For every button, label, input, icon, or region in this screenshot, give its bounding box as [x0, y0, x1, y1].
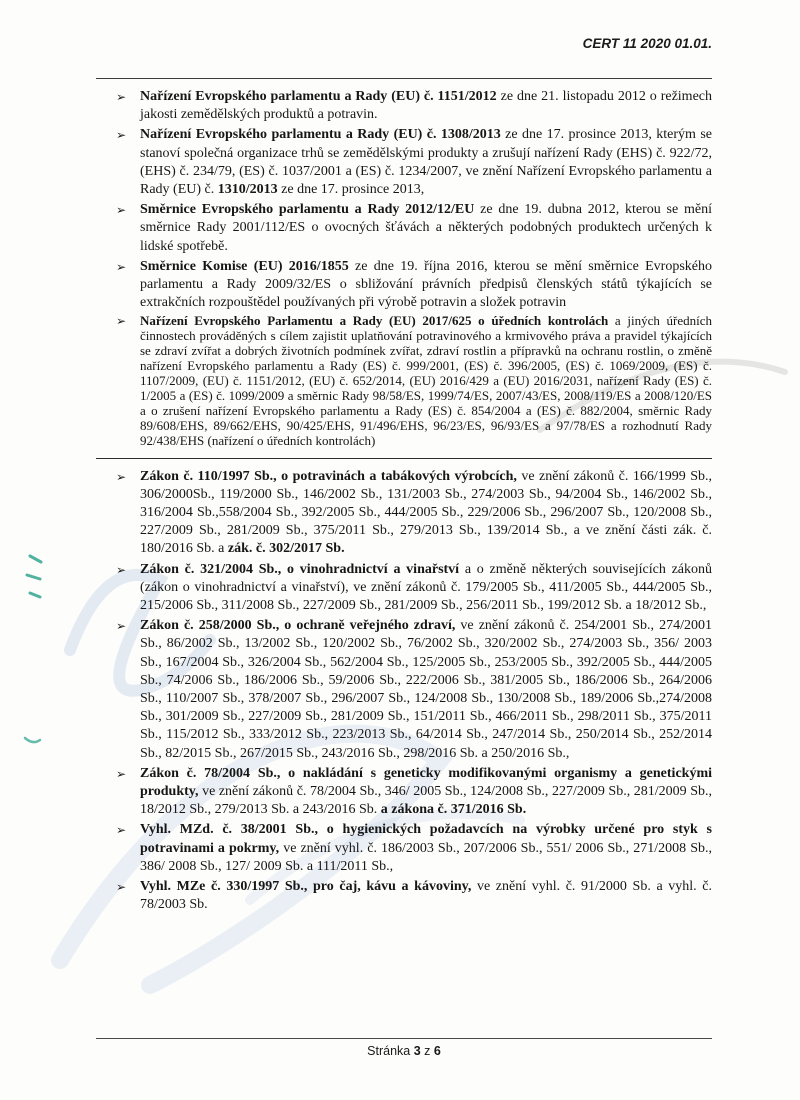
list-item	[100, 561, 712, 616]
header-cert-label: CERT 11 2020 01.01.	[582, 36, 712, 51]
header-divider	[96, 78, 712, 79]
item-text: Nařízení Evropského parlamentu a Rady (EU) č. 1151/2012 ze dne 21. listopadu 2012 o režimech jakosti zemědělských produktů a potravin.	[140, 89, 712, 123]
list-item	[100, 821, 712, 876]
arrow-bullet-icon: ➢	[116, 259, 127, 274]
arrow-bullet-icon: ➢	[116, 203, 127, 218]
item-text: Zákon č. 258/2000 Sb., o ochraně veřejného zdraví, ve znění zákonů č. 254/2001 Sb., 274/2001 Sb., 86/2002 Sb., 13/2002 Sb., 120/2002 Sb., 76/2002 Sb., 320/2002 Sb., 274/2003 Sb., 356/ 2003 Sb., 167/2004 Sb., 326/2004 Sb., 562/2004 Sb., 125/2005 Sb., 253/2005 Sb., 392/2005 Sb., 444/2005 Sb., 74/2006 Sb., 186/2006 Sb., 59/2006 Sb., 222/2006 Sb., 381/2005 Sb., 186/2006 Sb., 264/2006 Sb., 110/2007 Sb., 378/2007 Sb., 296/2007 Sb., 124/2008 Sb., 130/2008 Sb., 189/2006 Sb.,274/2008 Sb., 301/2009 Sb., 227/2009 Sb., 281/2009 Sb., 151/2011 Sb., 466/2011 Sb., 298/2011 Sb., 375/2011 Sb., 115/2012 Sb., 333/2012 Sb., 223/2013 Sb., 64/2014 Sb., 247/2014 Sb., 250/2014 Sb., 252/2014 Sb., 82/2015 Sb., 267/2015 Sb., 243/2016 Sb., 298/2016 Sb. a 250/2016 Sb.,	[140, 618, 712, 761]
item-text: Vyhl. MZe č. 330/1997 Sb., pro čaj, kávu a kávoviny, ve znění vyhl. č. 91/2000 Sb. a vyhl. č. 78/2003 Sb.	[140, 879, 712, 913]
item-text: Směrnice Komise (EU) 2016/1855 ze dne 19. října 2016, kterou se mění směrnice Evropského parlamentu a Rady 2009/32/ES o sbližování právních předpisů členských států týkajících se extrakčních rozpouštědel používaných při výrobě potravin a složek potravin	[140, 258, 713, 311]
document-body	[100, 88, 712, 916]
item-text: Zákon č. 110/1997 Sb., o potravinách a tabákových výrobcích, ve znění zákonů č. 166/1999 Sb., 306/2000Sb., 119/2000 Sb., 146/2002 Sb., 131/2003 Sb., 274/2003 Sb., 94/2004 Sb., 146/2002 Sb., 316/2004 Sb.,558/2004 Sb., 392/2005 Sb., 444/2005 Sb., 229/2006 Sb., 296/2007 Sb., 120/2008 Sb., 227/2009 Sb., 281/2009 Sb., 375/2011 Sb., 279/2013 Sb., 139/2014 Sb., a ve znění části zák. č. 180/2016 Sb. a zák. č. 302/2017 Sb.	[140, 468, 712, 557]
eu-regulation-list	[100, 88, 712, 449]
arrow-bullet-icon: ➢	[116, 823, 127, 838]
page-footer	[96, 1038, 712, 1058]
footer-page-number: 3	[413, 1044, 421, 1058]
arrow-bullet-icon: ➢	[116, 766, 127, 781]
arrow-bullet-icon: ➢	[116, 314, 127, 329]
arrow-bullet-icon: ➢	[116, 619, 127, 634]
national-law-list	[100, 468, 712, 915]
list-item	[100, 126, 712, 199]
arrow-bullet-icon: ➢	[116, 469, 127, 484]
item-text: Zákon č. 321/2004 Sb., o vinohradnictví a vinařství a o změně některých souvisejících zákonů (zákon o vinohradnictví a vinařství), ve znění zákonů č. 179/2005 Sb., 411/2005 Sb., 444/2005 Sb., 215/2006 Sb., 311/2008 Sb., 227/2009 Sb., 281/2009 Sb., 256/2011 Sb., 199/2012 Sb. a 18/2012 Sb.,	[140, 561, 712, 614]
arrow-bullet-icon: ➢	[116, 880, 127, 895]
list-item	[100, 878, 712, 914]
item-text: Nařízení Evropského parlamentu a Rady (EU) č. 1308/2013 ze dne 17. prosince 2013, kterým se stanoví společná organizace trhů se zemědělskými produkty a zrušují nařízení Rady (EHS) č. 922/72, (EHS) č. 234/79, (ES) č. 1037/2001 a (ES) č. 1234/2007, ve znění Nařízení Evropského parlamentu a Rady (EU) č. 1310/2013 ze dne 17. prosince 2013,	[140, 127, 712, 198]
list-item	[100, 468, 712, 559]
list-item	[100, 314, 712, 448]
section-divider	[96, 458, 712, 459]
item-text: Nařízení Evropského Parlamentu a Rady (EU) 2017/625 o úředních kontrolách a jiných úředních činnostech prováděných s cílem zajistit uplatňování potravinového a krmivového práva a pravidel týkajících se zdraví zvířat a dobrých životních podmínek zvířat, zdraví rostlin a přípravků na ochranu rostlin, o změně nařízení Evropského parlamentu a Rady (ES) č. 999/2001, (ES) č. 396/2005, (ES) č. 1069/2009, (ES) č. 1107/2009, (EU) č. 1151/2012, (EU) č. 652/2014, (EU) 2016/429 a (EU) 2016/2031, nařízení Rady (ES) č. 1/2005 a (ES) č. 1099/2009 a směrnic Rady 98/58/ES, 1999/74/ES, 2007/43/ES, 2008/119/ES a 2008/120/ES a o zrušení nařízení Evropského parlamentu a Rady (ES) č. 854/2004 a (ES) č. 882/2004, směrnic Rady 89/608/EHS, 89/662/EHS, 90/425/EHS, 91/496/EHS, 96/23/ES, 96/93/ES a 97/78/ES a rozhodnutí Rady 92/438/EHS (nařízení o úředních kontrolách)	[140, 313, 712, 448]
footer-page-label: Stránka 3 z 6	[367, 1044, 441, 1058]
list-item	[100, 258, 712, 313]
arrow-bullet-icon: ➢	[116, 128, 127, 143]
footer-page-total: 6	[433, 1044, 441, 1058]
arrow-bullet-icon: ➢	[116, 90, 127, 104]
item-text: Zákon č. 78/2004 Sb., o nakládání s geneticky modifikovanými organismy a genetickými produkty, ve znění zákonů č. 78/2004 Sb., 346/ 2005 Sb., 124/2008 Sb., 227/2009 Sb., 281/2009 Sb., 18/2012 Sb., 279/2013 Sb. a 243/2016 Sb. a zákona č. 371/2016 Sb.	[140, 765, 712, 818]
list-item	[100, 765, 712, 820]
list-item	[100, 88, 712, 124]
arrow-bullet-icon: ➢	[116, 562, 127, 577]
list-item	[100, 617, 712, 763]
item-text: Vyhl. MZd. č. 38/2001 Sb., o hygienických požadavcích na výrobky určené pro styk s potravinami a pokrmy, ve znění vyhl. č. 186/2003 Sb., 207/2006 Sb., 551/ 2006 Sb., 271/2008 Sb., 386/ 2008 Sb., 127/ 2009 Sb. a 111/2011 Sb.,	[140, 822, 712, 874]
list-item	[100, 201, 712, 256]
item-text: Směrnice Evropského parlamentu a Rady 2012/12/EU ze dne 19. dubna 2012, kterou se mění směrnice Rady 2001/112/ES o ovocných šťávách a některých podobných produktech určených k lidské spotřebě.	[140, 202, 712, 254]
